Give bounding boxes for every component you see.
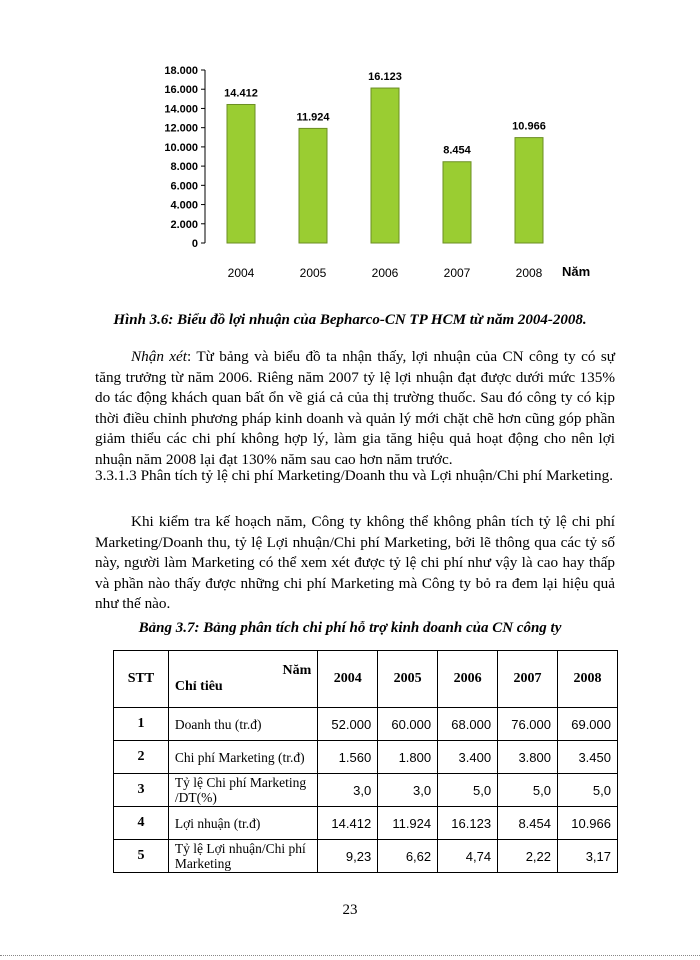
comment-label: Nhận xét xyxy=(131,348,188,365)
x-tick-label: 2006 xyxy=(371,266,399,280)
row-indicator-name: Lợi nhuận (tr.đ) xyxy=(168,807,317,840)
row-value: 1.800 xyxy=(378,741,438,774)
x-axis-title: Năm xyxy=(562,264,591,279)
year-header: 2008 xyxy=(558,651,618,708)
y-tick-label: 6.000 xyxy=(170,180,198,193)
table-header-row xyxy=(114,651,618,708)
row-value: 76.000 xyxy=(498,708,558,741)
y-tick-label: 16.000 xyxy=(164,84,198,97)
y-tick-label: 2.000 xyxy=(170,218,198,231)
row-indicator-name: Doanh thu (tr.đ) xyxy=(168,708,317,741)
row-value: 5,0 xyxy=(558,774,618,807)
year-header: 2007 xyxy=(498,651,558,708)
row-stt: 4 xyxy=(114,807,169,840)
row-value: 52.000 xyxy=(318,708,378,741)
table-row xyxy=(114,741,618,774)
y-tick-label: 8.000 xyxy=(170,161,198,174)
bar-value-label: 8.454 xyxy=(443,144,471,157)
row-value: 3.400 xyxy=(438,741,498,774)
section-heading: 3.3.1.3 Phân tích tỷ lệ chi phí Marketing/Doanh thu và Lợi nhuận/Chi phí Marketing. xyxy=(95,467,613,484)
row-value: 14.412 xyxy=(318,807,378,840)
nam-header: Năm xyxy=(282,663,312,678)
row-value: 3.450 xyxy=(558,741,618,774)
table-caption: Bảng 3.7: Bảng phân tích chi phí hỗ trợ kinh doanh của CN công ty xyxy=(138,620,562,636)
bar-2006 xyxy=(371,88,399,243)
y-tick-label: 4.000 xyxy=(170,199,198,212)
y-tick-label: 14.000 xyxy=(164,103,198,116)
y-tick-label: 0 xyxy=(191,238,198,250)
row-value: 3,17 xyxy=(558,840,618,873)
row-value: 9,23 xyxy=(318,840,378,873)
comment-text: : Từ bảng và biểu đồ ta nhận thấy, lợi nhuận của CN công ty có sự tăng trưởng từ năm 2006. Riêng năm 2007 tỷ lệ lợi nhuận đạt được dưới mức 135% do tác động khách quan bất ổn về giá cả của thị trường thuốc. Sau đó công ty có kịp thời điều chỉnh phương pháp kinh doanh và quản lý mới chặt chẽ hơn cũng góp phần giảm thiểu các chi phí không hợp lý, làm gia tăng hiệu quả hoạt động cho nên lợi nhuận năm 2008 lại đạt 130% năm sau cao hơn năm trước. xyxy=(95,348,615,468)
bar-value-label: 11.924 xyxy=(296,111,330,124)
bar-value-label: 10.966 xyxy=(512,120,546,133)
table-row xyxy=(114,840,618,873)
row-value: 5,0 xyxy=(438,774,498,807)
page-number: 23 xyxy=(342,902,358,918)
y-tick-label: 12.000 xyxy=(164,122,198,135)
row-value: 2,22 xyxy=(498,840,558,873)
row-indicator-name: Chi phí Marketing (tr.đ) xyxy=(168,741,317,774)
figure-caption: Hình 3.6: Biểu đồ lợi nhuận của Bepharco-CN TP HCM từ năm 2004-2008. xyxy=(113,312,587,328)
row-indicator-name: Tỷ lệ Lợi nhuận/Chi phí Marketing xyxy=(168,840,317,873)
table-row xyxy=(114,708,618,741)
row-value: 10.966 xyxy=(558,807,618,840)
bar-2005 xyxy=(299,128,327,243)
y-tick-label: 10.000 xyxy=(164,141,198,154)
row-value: 3.800 xyxy=(498,741,558,774)
row-value: 11.924 xyxy=(378,807,438,840)
row-value: 8.454 xyxy=(498,807,558,840)
year-header: 2004 xyxy=(318,651,378,708)
row-indicator-name: Tỷ lệ Chi phí Marketing /DT(%) xyxy=(168,774,317,807)
stt-header: STT xyxy=(114,651,169,708)
bar-2008 xyxy=(515,138,543,243)
row-value: 3,0 xyxy=(378,774,438,807)
row-value: 16.123 xyxy=(438,807,498,840)
row-value: 5,0 xyxy=(498,774,558,807)
bar-value-label: 14.412 xyxy=(224,87,258,100)
year-header: 2005 xyxy=(378,651,438,708)
nam-chitieu-header xyxy=(168,651,317,708)
x-tick-label: 2007 xyxy=(443,266,471,280)
page-divider xyxy=(0,955,700,956)
row-value: 1.560 xyxy=(318,741,378,774)
row-value: 6,62 xyxy=(378,840,438,873)
profit-bar-chart xyxy=(0,0,700,300)
x-tick-label: 2004 xyxy=(227,266,255,280)
year-header: 2006 xyxy=(438,651,498,708)
row-value: 60.000 xyxy=(378,708,438,741)
row-value: 4,74 xyxy=(438,840,498,873)
row-stt: 1 xyxy=(114,708,169,741)
y-tick-label: 18.000 xyxy=(164,65,198,77)
row-value: 3,0 xyxy=(318,774,378,807)
bar-2004 xyxy=(227,104,255,243)
row-stt: 2 xyxy=(114,741,169,774)
row-value: 68.000 xyxy=(438,708,498,741)
bar-value-label: 16.123 xyxy=(368,71,402,84)
x-tick-label: 2008 xyxy=(515,266,543,280)
table-row xyxy=(114,774,618,807)
table-row xyxy=(114,807,618,840)
row-stt: 3 xyxy=(114,774,169,807)
analysis-table xyxy=(113,650,618,873)
chitieu-header: Chỉ tiêu xyxy=(174,679,223,694)
x-tick-label: 2005 xyxy=(299,266,327,280)
row-stt: 5 xyxy=(114,840,169,873)
bar-2007 xyxy=(443,162,471,243)
section-paragraph: Khi kiểm tra kế hoạch năm, Công ty không thể không phân tích tỷ lệ chi phí Marketing/Doanh thu, tỷ lệ Lợi nhuận/Chi phí Marketing, bởi lẽ thông qua các tỷ số này, người làm Marketing có thể xem xét được tỷ lệ chi phí như vậy là cao hay thấp và phần nào thấy được những chi phí Marketing mà Công ty bỏ ra đem lại hiệu quả như thế nào. xyxy=(95,513,615,613)
row-value: 69.000 xyxy=(558,708,618,741)
comment-paragraph xyxy=(95,347,615,471)
